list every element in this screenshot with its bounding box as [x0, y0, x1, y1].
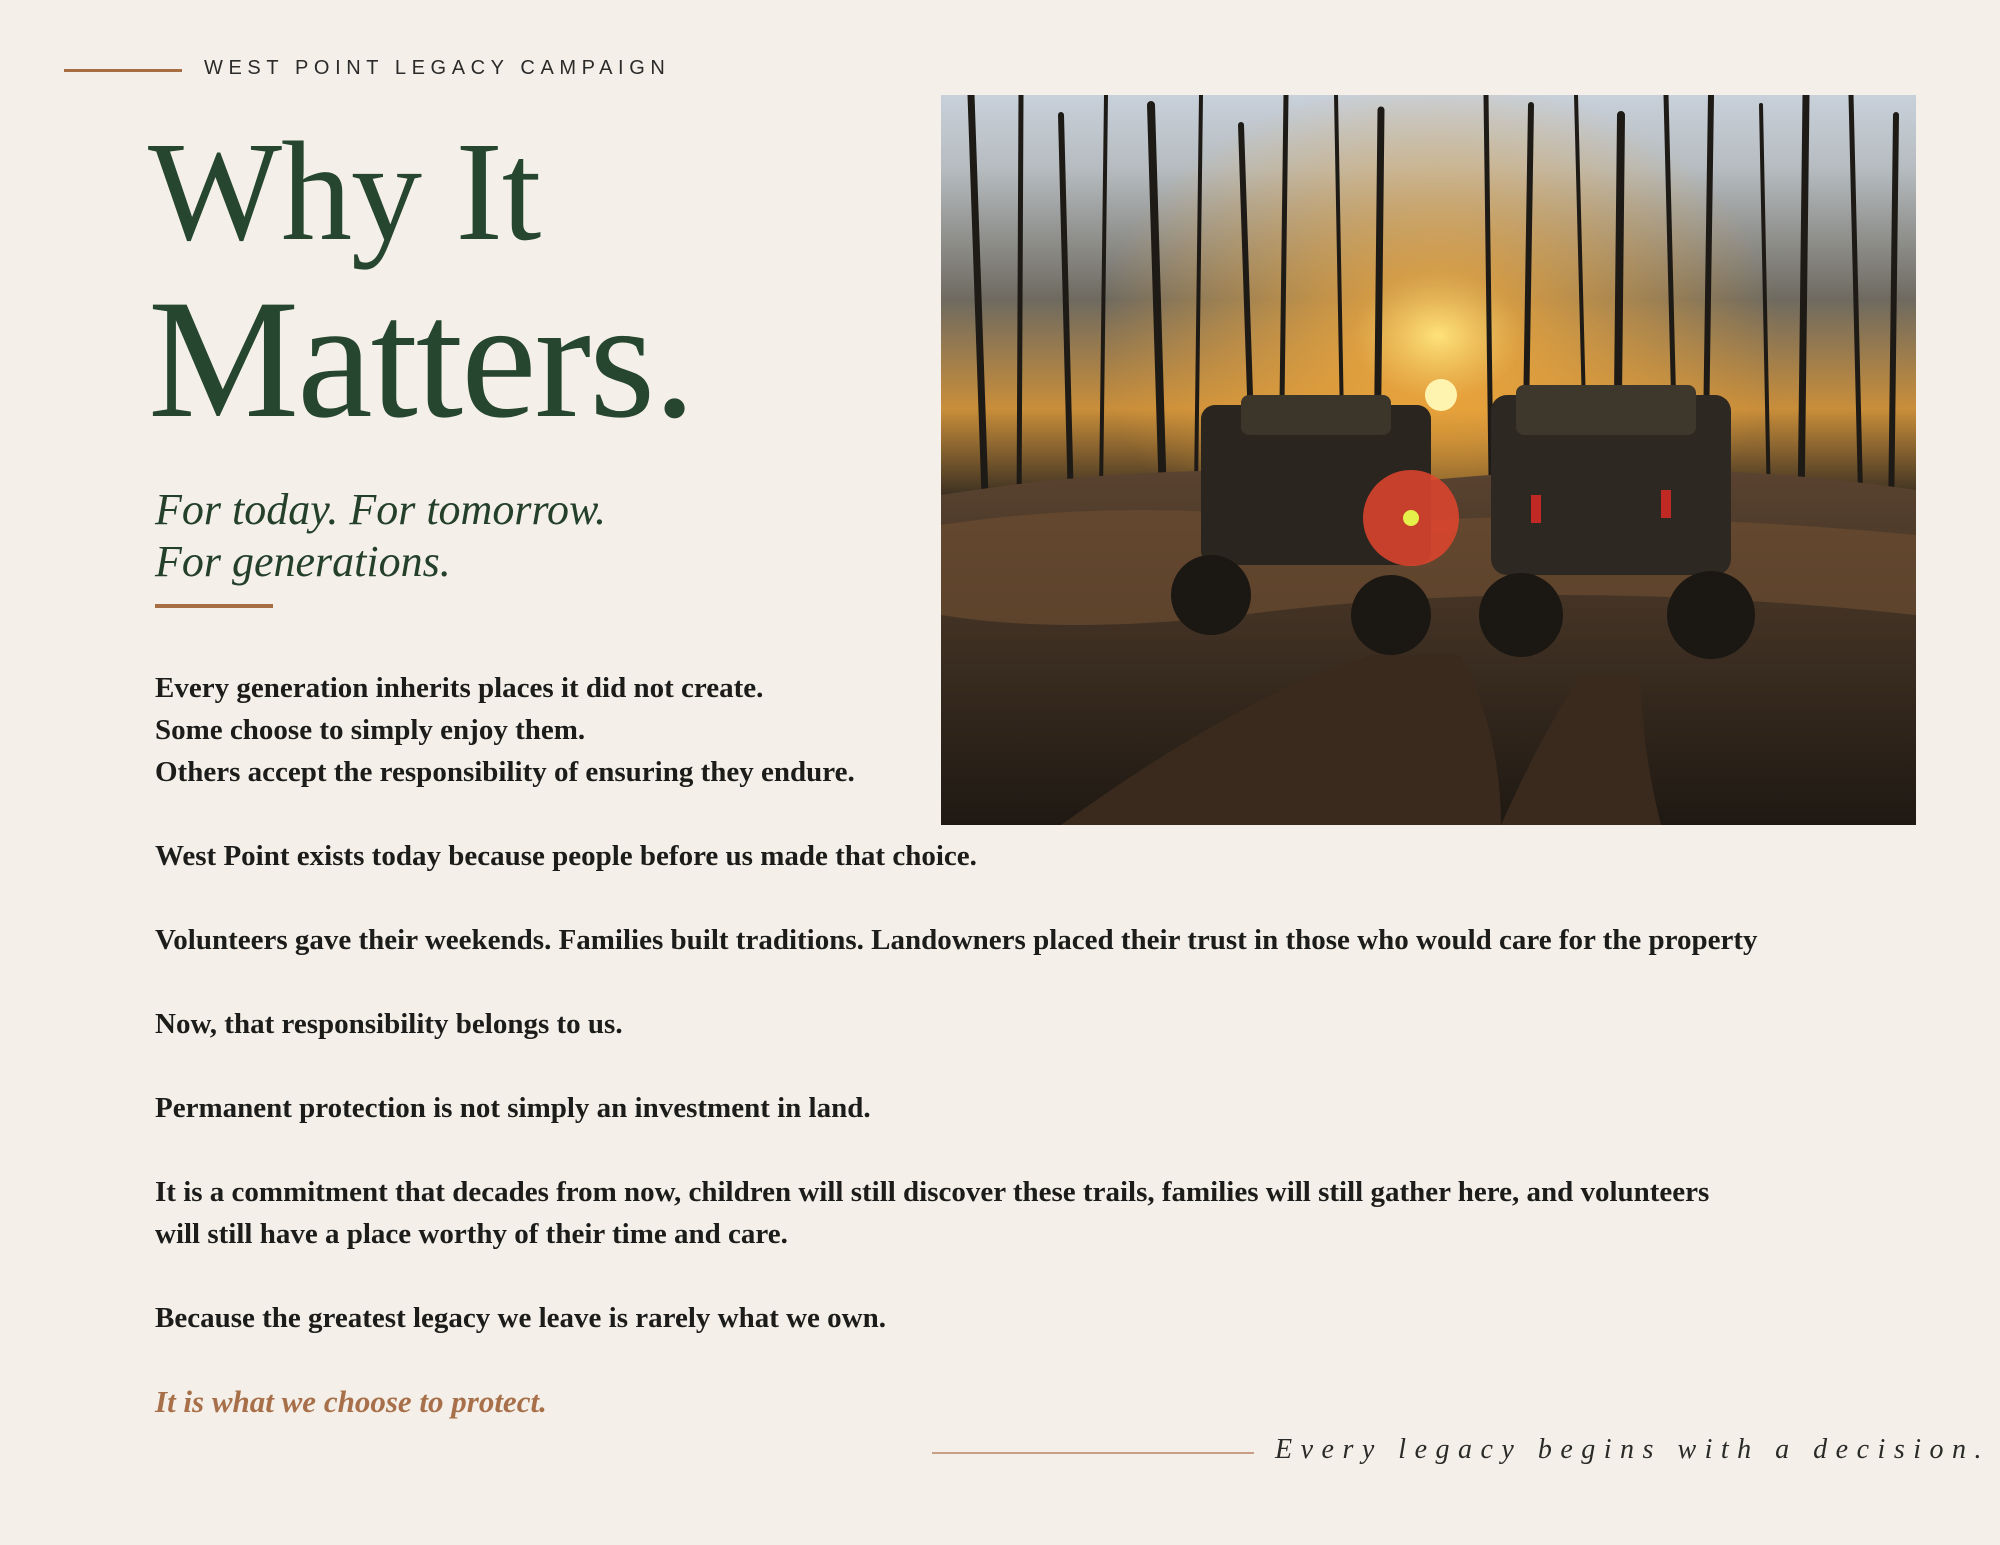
- body-paragraph-5: Permanent protection is not simply an investment in land.: [155, 1092, 871, 1124]
- body-paragraph-3: Volunteers gave their weekends. Families built traditions. Landowners placed their trust in those who would care for the property: [155, 924, 1758, 956]
- tagline-rule: [932, 1452, 1254, 1454]
- body-line: It is a commitment that decades from now, children will still discover these trails, families will still gather here, and volunteers: [155, 1176, 1710, 1208]
- body-paragraph-7: Because the greatest legacy we leave is rarely what we own.: [155, 1302, 886, 1334]
- page-title-line-1: Why It: [148, 112, 541, 270]
- body-line: Every generation inherits places it did not create.: [155, 672, 764, 704]
- body-paragraph-2: West Point exists today because people before us made that choice.: [155, 840, 977, 872]
- body-line: Some choose to simply enjoy them.: [155, 714, 586, 746]
- subtitle-line-1: For today. For tomorrow.: [155, 485, 607, 534]
- body-paragraph-4: Now, that responsibility belongs to us.: [155, 1008, 623, 1040]
- body-copy: [155, 667, 1915, 1381]
- campaign-kicker: WEST POINT LEGACY CAMPAIGN: [204, 57, 671, 79]
- subtitle-rule: [155, 604, 273, 608]
- kicker-rule: [64, 69, 182, 72]
- body-paragraph-1: [155, 667, 1915, 793]
- body-line: Others accept the responsibility of ensuring they endure.: [155, 756, 855, 788]
- subtitle: [155, 484, 606, 588]
- subtitle-line-2: For generations.: [155, 537, 451, 586]
- page-title: [148, 112, 694, 453]
- footer-tagline: Every legacy begins with a decision.: [1275, 1434, 1990, 1465]
- body-paragraph-6: [155, 1171, 1915, 1255]
- page-title-line-2: Matters.: [148, 265, 694, 453]
- closing-statement: It is what we choose to protect.: [155, 1384, 547, 1419]
- body-line: will still have a place worthy of their time and care.: [155, 1218, 788, 1250]
